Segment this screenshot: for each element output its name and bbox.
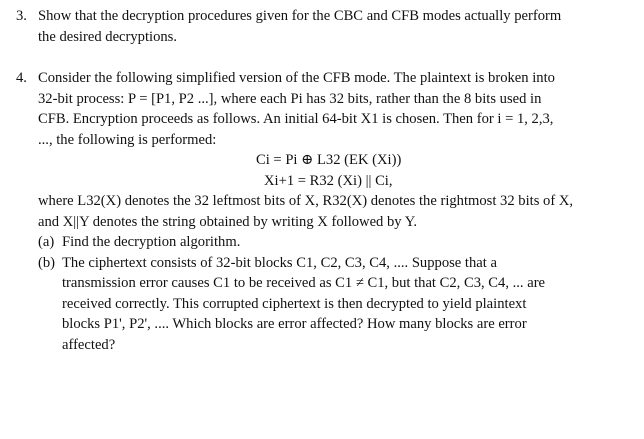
question-3-body — [38, 6, 614, 47]
part-a-label: (a) — [38, 234, 55, 250]
question-4-line-1: Consider the following simplified version of the CFB mode. The plaintext is broken into — [38, 70, 555, 86]
part-b-line-3: received correctly. This corrupted ciphertext is then decrypted to yield plaintext — [62, 295, 527, 312]
where-line-2: and X||Y denotes the string obtained by writing X followed by Y. — [38, 213, 418, 230]
part-a-text: Find the decryption algorithm. — [62, 234, 241, 250]
part-b-label: (b) — [38, 254, 56, 271]
part-b-line-4: blocks P1', P2', .... Which blocks are error affected? How many blocks are error — [62, 316, 527, 332]
where-line-1: where L32(X) denotes the 32 leftmost bits of X, R32(X) denotes the rightmost 32 bits of X, — [38, 193, 574, 209]
part-b-line-2: transmission error causes C1 to be received as C1 ≠ C1, but that C2, C3, C4, ... are — [62, 275, 546, 291]
question-3-line-1: Show that the decryption procedures given for the CBC and CFB modes actually perform — [38, 8, 562, 24]
part-b — [38, 253, 614, 356]
part-b-line-1: The ciphertext consists of 32-bit blocks C1, C2, C3, C4, .... Suppose that a — [62, 254, 497, 271]
question-4-body — [38, 68, 614, 355]
part-a — [38, 232, 614, 253]
part-b-line-5: affected? — [62, 336, 116, 353]
question-4-line-2: 32-bit process: P = [P1, P2 ...], where each Pi has 32 bits, rather than the 8 bits used in — [38, 90, 542, 107]
equation-shift-register: Xi+1 = R32 (Xi) || Ci, — [264, 172, 393, 189]
equation-ciphertext: Ci = Pi ⊕ L32 (EK (Xi)) — [256, 152, 402, 168]
question-4-line-4: ..., the following is performed: — [38, 131, 217, 148]
question-4-number: 4. — [16, 70, 27, 86]
question-3-line-2: the desired decryptions. — [38, 28, 178, 45]
question-4-line-3: CFB. Encryption proceeds as follows. An initial 64-bit X1 is chosen. Then for i = 1, 2,3, — [38, 111, 554, 127]
question-3-number: 3. — [16, 8, 27, 24]
